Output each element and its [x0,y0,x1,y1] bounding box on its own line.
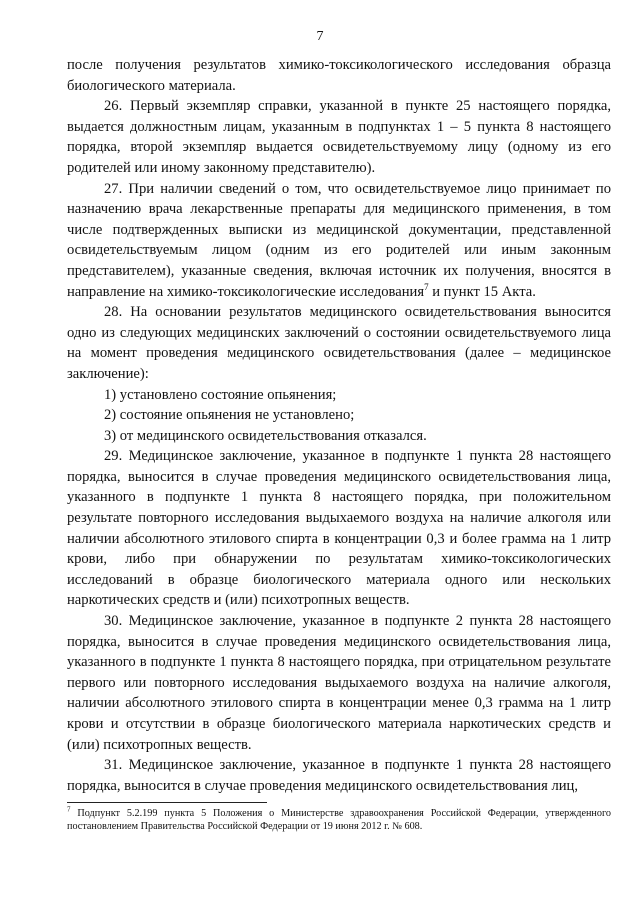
footnote-divider [67,802,267,803]
paragraph-27 [67,179,611,303]
paragraph-31: 31. Медицинское заключение, указанное в подпункте 1 пункта 28 настоящего порядка, выносится в случае проведения медицинского освидетельствования лиц, [67,757,611,794]
paragraph-26: 26. Первый экземпляр справки, указанной в пункте 25 настоящего порядка, выдается должностным лицам, указанным в подпунктах 1 – 5 пункта 8 настоящего порядка, второй экземпляр выдается освидетельствуемому лицу (одному из его родителей или иному законному представителю). [67,98,611,176]
footnote [67,807,611,833]
paragraph-29: 29. Медицинское заключение, указанное в подпункте 1 пункта 28 настоящего порядка, выносится в случае проведения медицинского освидетельствования лица, указанного в подпункте 1 пункта 8 настоящего порядка, при положительном результате повторного исследования выдыхаемого воздуха на наличие алкоголя или наличии абсолютного этилового спирта в концентрации 0,3 и более грамма на 1 литр крови, либо при обнаружении по результатам химико-токсикологических исследований в образце биологического материала одного или нескольких наркотических средств и (или) психотропных веществ. [67,448,611,609]
footnote-text: Подпункт 5.2.199 пункта 5 Положения о Министерстве здравоохранения Российской Федерации, утвержденного постановлением Правительства Российской Федерации от 19 июня 2012 г. № 608. [67,808,611,832]
paragraph-28: 28. На основании результатов медицинского освидетельствования выносится одно из следующих медицинских заключений о состоянии освидетельствуемого лица на момент проведения медицинского освидетельствования (далее – медицинское заключение): [67,304,611,382]
list-item: 2) состояние опьянения не установлено; [104,407,355,424]
document-body [67,55,611,796]
paragraph-27-text: 27. При наличии сведений о том, что освидетельствуемое лицо принимает по назначению врача лекарственные препараты для медицинского применения, в том числе подтвержденных выписки из медицинской документации, представленной освидетельствуемым лицом (одним из его родителей или иным законным представителем), указанные сведения, включая источник их получения, вносятся в направление на химико-токсикологические исследования [67,180,611,300]
page-number: 7 [316,29,324,44]
paragraph-continuation: после получения результатов химико-токсикологического исследования образца биологического материала. [67,57,611,94]
list-item: 3) от медицинского освидетельствования отказался. [104,427,427,444]
paragraph-27-tail: и пункт 15 Акта. [428,283,536,300]
footnote-marker: 7 [67,805,71,814]
footnote-reference: 7 [424,281,429,292]
list-item: 1) установлено состояние опьянения; [104,386,337,403]
paragraph-30: 30. Медицинское заключение, указанное в подпункте 2 пункта 28 настоящего порядка, выносится в случае проведения медицинского освидетельствования лица, указанного в подпункте 1 пункта 8 настоящего порядка, при отрицательном результате первого или повторного исследования выдыхаемого воздуха на наличие алкоголя, наличии абсолютного этилового спирта в концентрации менее 0,3 грамма на 1 литр крови и отсутствии в образце биологического материала наркотических средств и (или) психотропных веществ. [67,613,611,753]
